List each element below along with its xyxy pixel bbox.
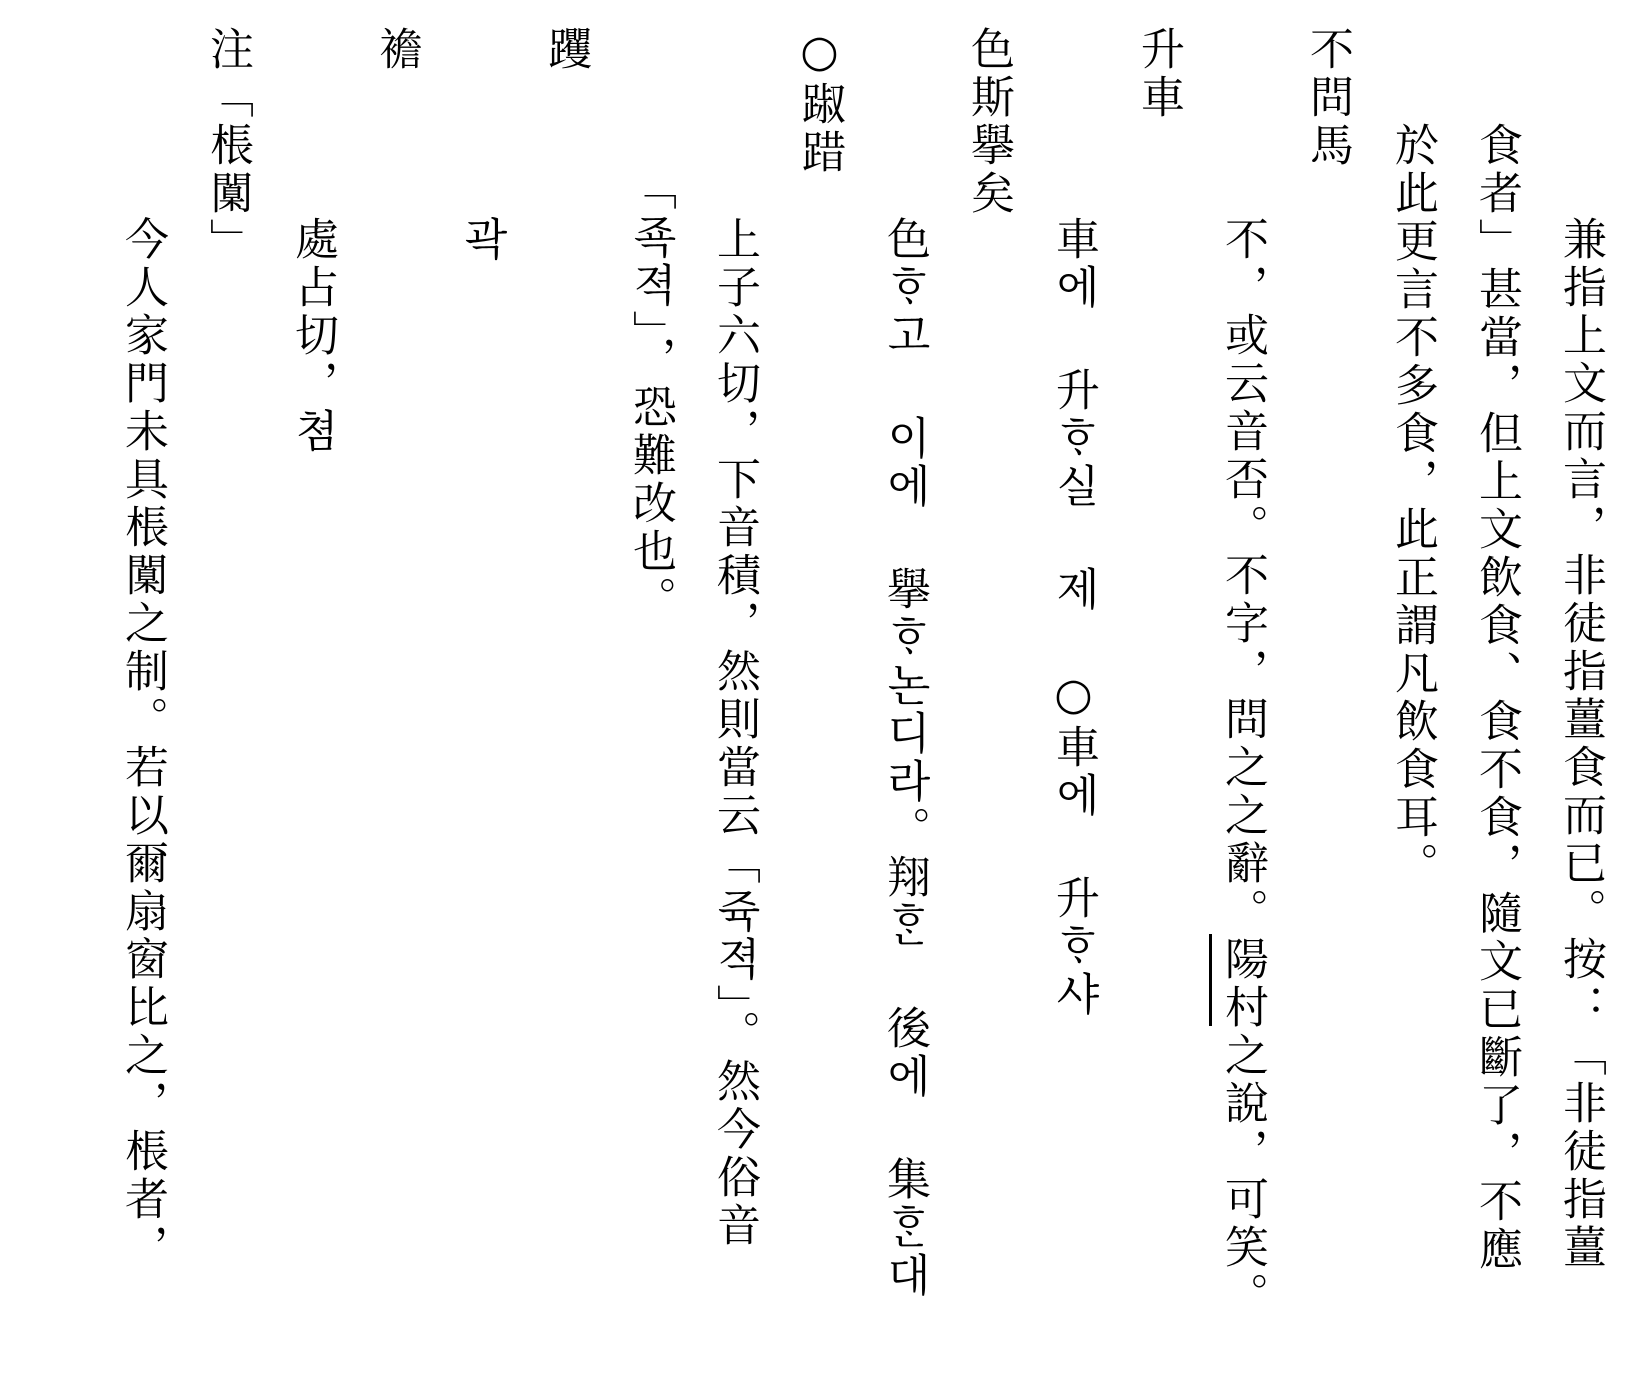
text-column-2: 食者」甚當，但上文飲食、食不食，隨文已斷了，不應 [1471, 122, 1522, 1274]
text-heading-jue: 躩 [540, 26, 591, 74]
text-heading-se-si-ju-yi: 色斯擧矣 [963, 26, 1014, 218]
text-column-7: 車에 升ᄒᆞ실 제 ○車에 升ᄒᆞ샤 [1048, 216, 1099, 1019]
text-heading-bu-wen-ma: 不問馬 [1302, 26, 1353, 170]
text-column-18: 今人家門未具棖闑之制。若以爾扇窗比之，棖者， [117, 216, 168, 1272]
text-heading-sheng-che: 升車 [1133, 26, 1184, 122]
text-heading-zhu-cheng-nie: 注「棖闑」 [202, 26, 253, 266]
text-column-9: 色ᄒᆞ고 이에 擧ᄒᆞ논디라。翔ᄒᆞᆫ 後에 集ᄒᆞᆫ대 [879, 216, 930, 1300]
text-column-14: 곽 [456, 216, 507, 264]
name-underline-mark [1209, 934, 1212, 1026]
text-column-16: 處占切，쳠 [287, 216, 338, 456]
text-column-12: 「죡젹」，恐難改也。 [625, 166, 676, 624]
text-column-5: 不，或云音否。不字，問之之辭。陽村之說，可笑。 [1217, 216, 1268, 1320]
text-column-1: 兼指上文而言，非徒指薑食而已。按：「非徒指薑 [1555, 216, 1606, 1272]
text-heading-cu-ji: ○踧踖 [794, 26, 845, 177]
text-heading-chan: 襜 [371, 26, 422, 74]
text-column-3: 於此更言不多食，此正謂凡飲食耳。 [1387, 122, 1438, 890]
text-column-11: 上子六切，下音積，然則當云「쥭젹」。然今俗音 [709, 216, 760, 1250]
